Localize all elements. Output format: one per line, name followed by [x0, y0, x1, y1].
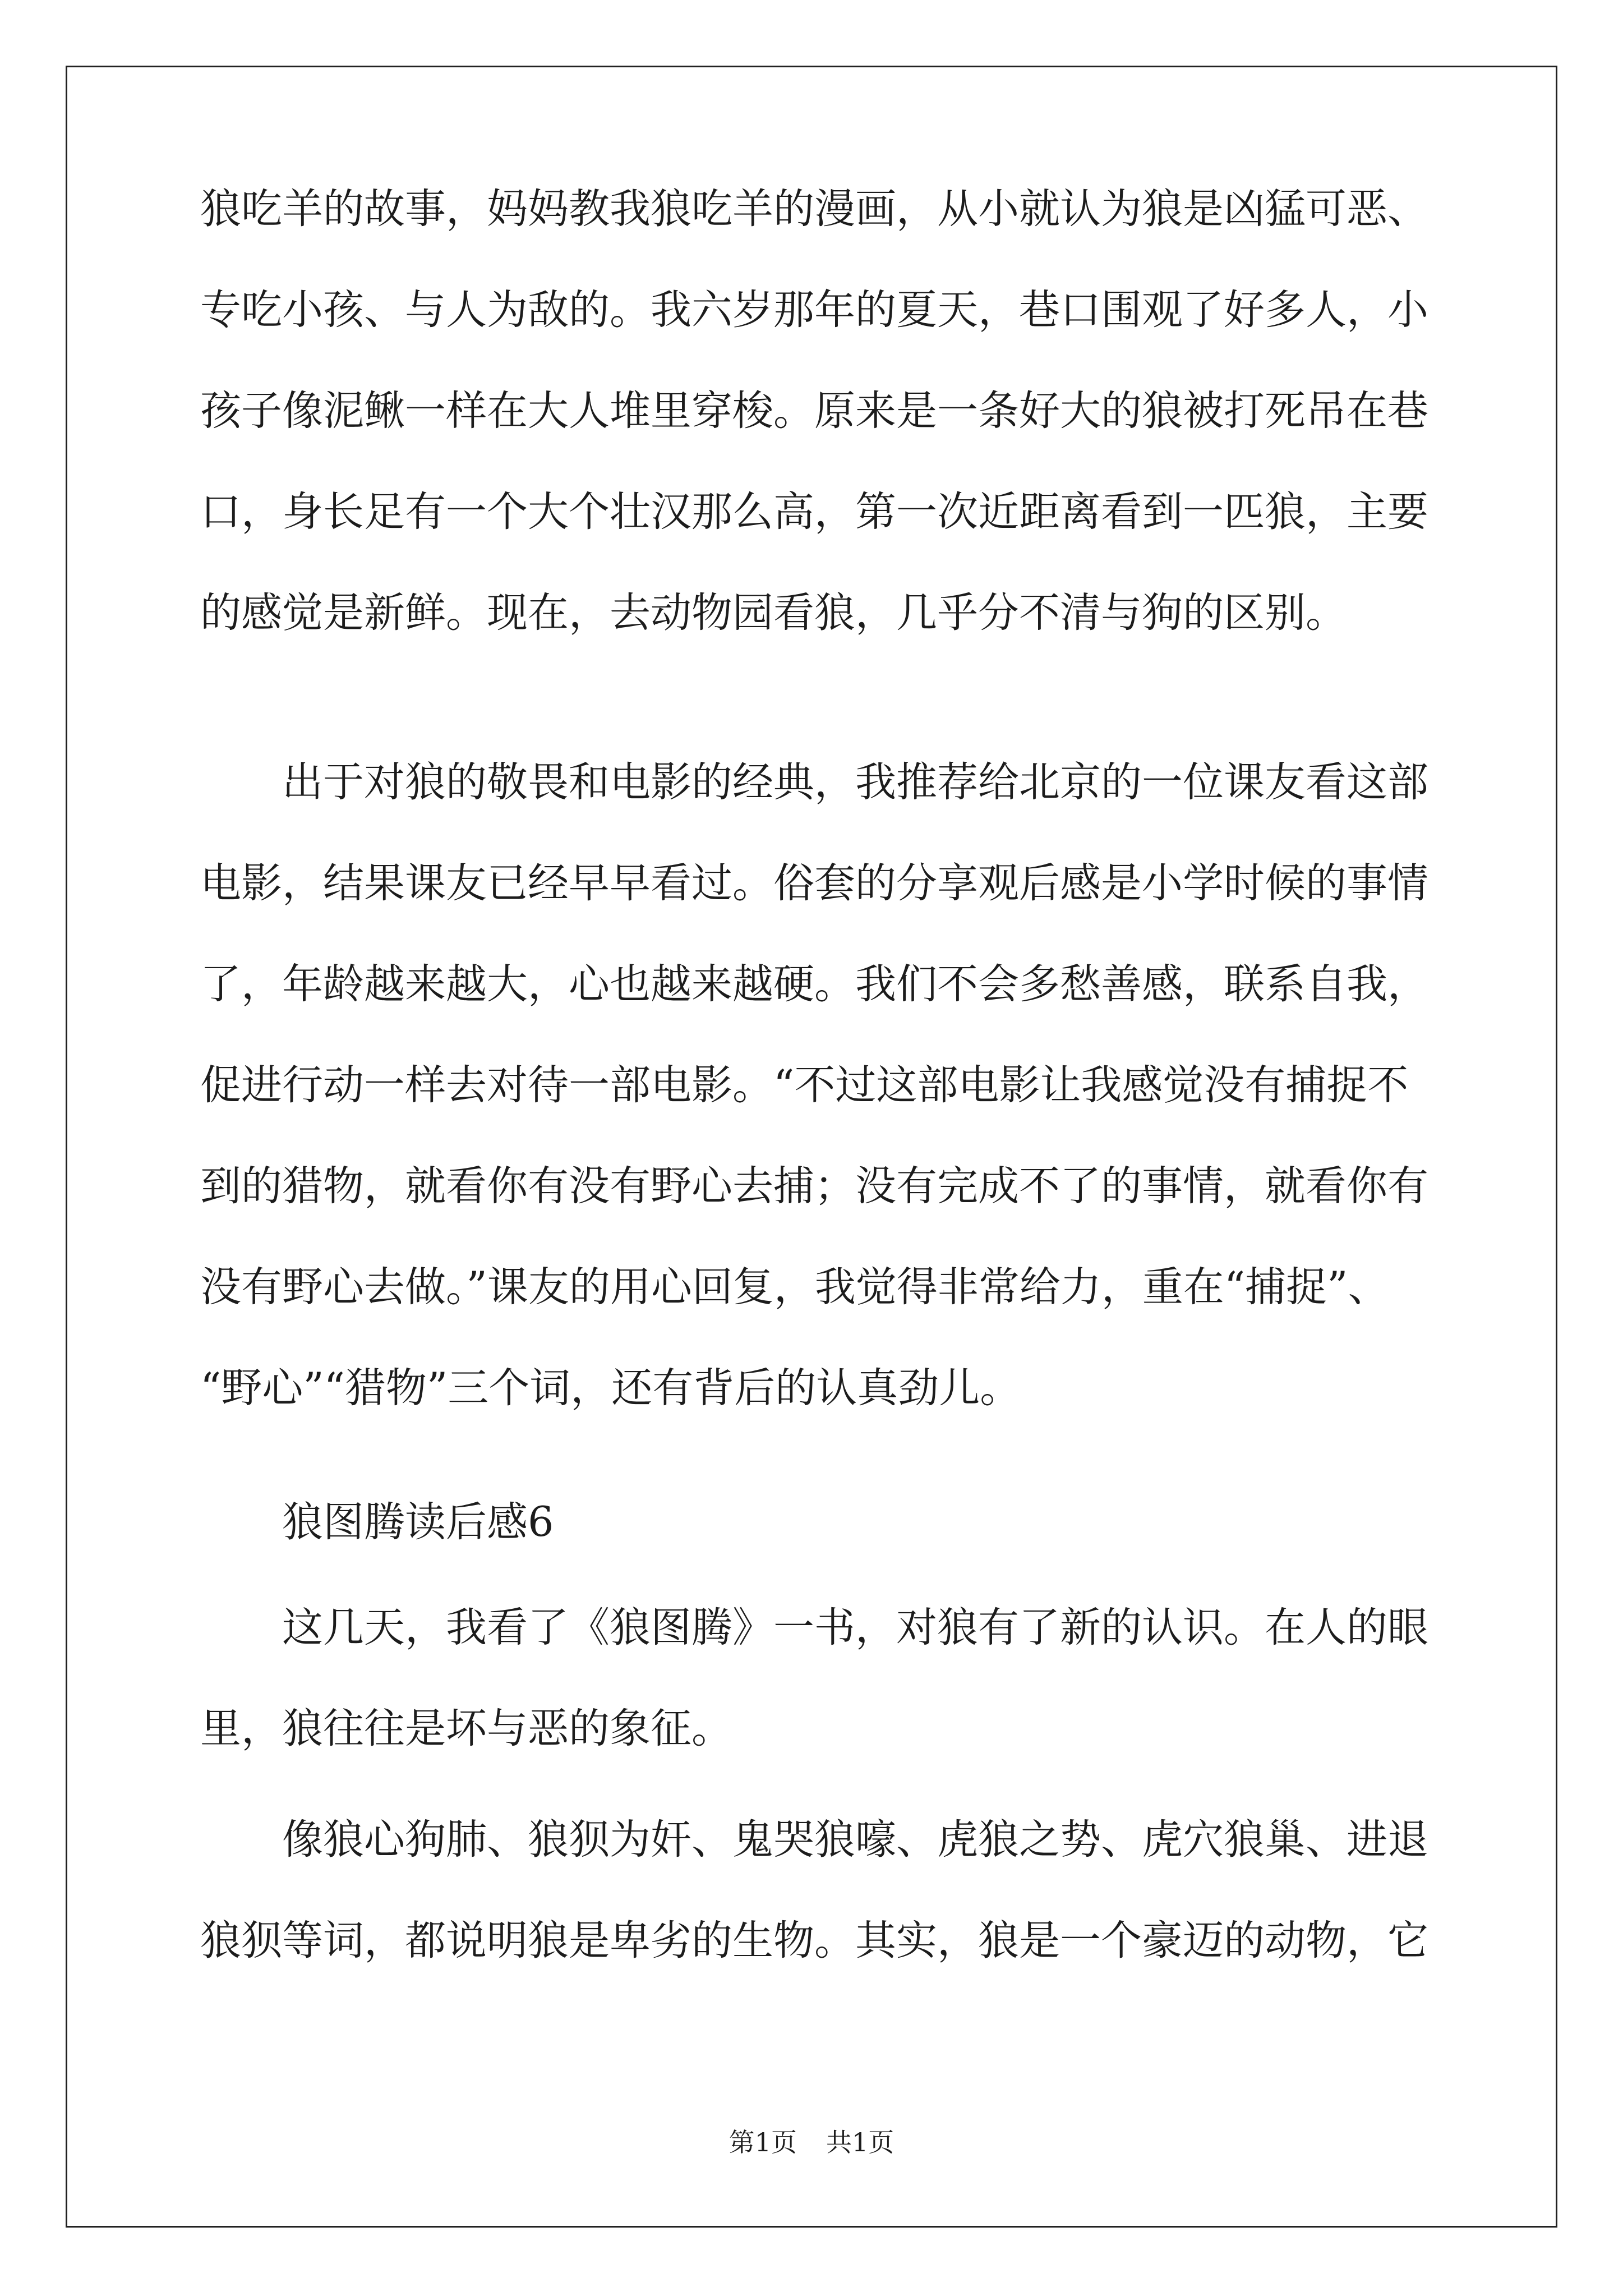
text-line: 口，身长足有一个大个壮汉那么高，第一次近距离看到一匹狼，主要	[200, 488, 1428, 536]
text-line: 出于对狼的敬畏和电影的经典，我推荐给北京的一位课友看这部	[282, 758, 1428, 806]
text-line: 专吃小孩、与人为敌的。我六岁那年的夏天，巷口围观了好多人，小	[200, 286, 1428, 334]
footer-current-page: 第1页	[728, 2127, 797, 2157]
text-line: “野心”“猎物”三个词，还有背后的认真劲儿。	[200, 1364, 1021, 1412]
section-heading: 狼图腾读后感6	[282, 1498, 554, 1546]
text-line: 的感觉是新鲜。现在，去动物园看狼，几乎分不清与狗的区别。	[200, 589, 1347, 637]
text-line: 到的猎物，就看你有没有野心去捕；没有完成不了的事情，就看你有	[200, 1162, 1428, 1210]
footer-total-pages: 共1页	[826, 2127, 895, 2157]
paragraph	[200, 1789, 1535, 1991]
section-heading-block	[200, 1472, 1535, 1573]
text-line: 没有野心去做。”课友的用心回复，我觉得非常给力，重在“捕捉”、	[200, 1263, 1389, 1311]
text-line: 电影，结果课友已经早早看过。俗套的分享观后感是小学时候的事情	[200, 859, 1428, 907]
text-line: 了，年龄越来越大，心也越来越硬。我们不会多愁善感，联系自我，	[200, 960, 1428, 1008]
text-line: 里，狼往往是坏与恶的象征。	[200, 1705, 732, 1752]
page-footer	[0, 2125, 1623, 2159]
text-line: 促进行动一样去对待一部电影。“不过这部电影让我感觉没有捕捉不	[200, 1061, 1409, 1109]
text-line: 狼狈等词，都说明狼是卑劣的生物。其实，狼是一个豪迈的动物，它	[200, 1917, 1428, 1964]
text-line: 像狼心狗肺、狼狈为奸、鬼哭狼嚎、虎狼之势、虎穴狼巢、进退	[282, 1816, 1428, 1864]
paragraph	[200, 1577, 1535, 1779]
text-line: 孩子像泥鳅一样在大人堆里穿梭。原来是一条好大的狼被打死吊在巷	[200, 387, 1428, 435]
paragraph	[200, 159, 1535, 664]
text-line: 狼吃羊的故事，妈妈教我狼吃羊的漫画，从小就认为狼是凶猛可恶、	[200, 185, 1428, 233]
text-line: 这几天，我看了《狼图腾》一书，对狼有了新的认识。在人的眼	[282, 1604, 1428, 1651]
paragraph	[200, 732, 1535, 1439]
